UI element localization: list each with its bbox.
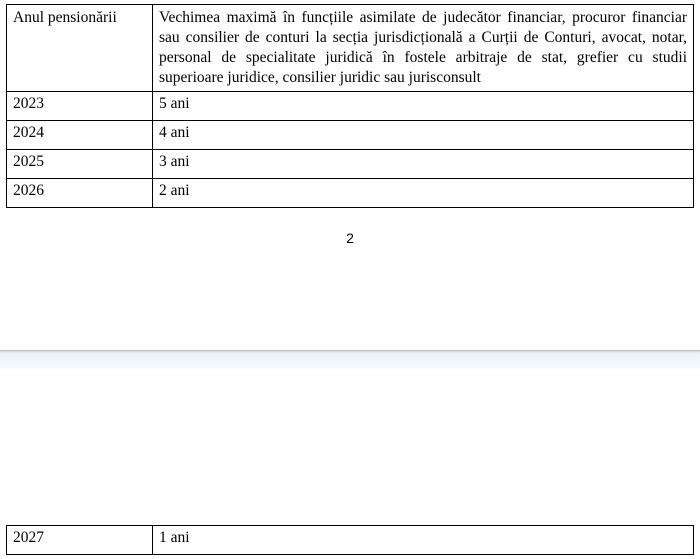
- table-header-row: [7, 5, 694, 92]
- year-cell: 2024: [7, 121, 153, 150]
- table-row: [7, 150, 694, 179]
- page-break-divider: [0, 350, 700, 372]
- page-number: 2: [346, 230, 354, 246]
- pension-seniority-table: [6, 4, 694, 208]
- table-row: [7, 526, 694, 555]
- header-year-cell: Anul pensionării: [7, 5, 153, 92]
- year-cell: 2027: [7, 526, 153, 555]
- year-cell: 2025: [7, 150, 153, 179]
- seniority-cell: 4 ani: [153, 121, 694, 150]
- seniority-cell: 5 ani: [153, 92, 694, 121]
- table-row: [7, 121, 694, 150]
- header-seniority-cell: Vechimea maximă în funcțiile asimilate de judecător financiar, procuror financiar sau consilier de conturi la secția jurisdicțională a Curții de Conturi, avocat, notar, personal de specialitate juridică în fostele arbitraje de stat, grefier cu studii superioare juridice, consilier juridic sau jurisconsult: [153, 5, 694, 92]
- year-cell: 2026: [7, 179, 153, 208]
- table-row: [7, 92, 694, 121]
- pension-seniority-table-continued: [6, 525, 694, 555]
- seniority-cell: 1 ani: [153, 526, 694, 555]
- table-row: [7, 179, 694, 208]
- seniority-cell: 3 ani: [153, 150, 694, 179]
- seniority-cell: 2 ani: [153, 179, 694, 208]
- year-cell: 2023: [7, 92, 153, 121]
